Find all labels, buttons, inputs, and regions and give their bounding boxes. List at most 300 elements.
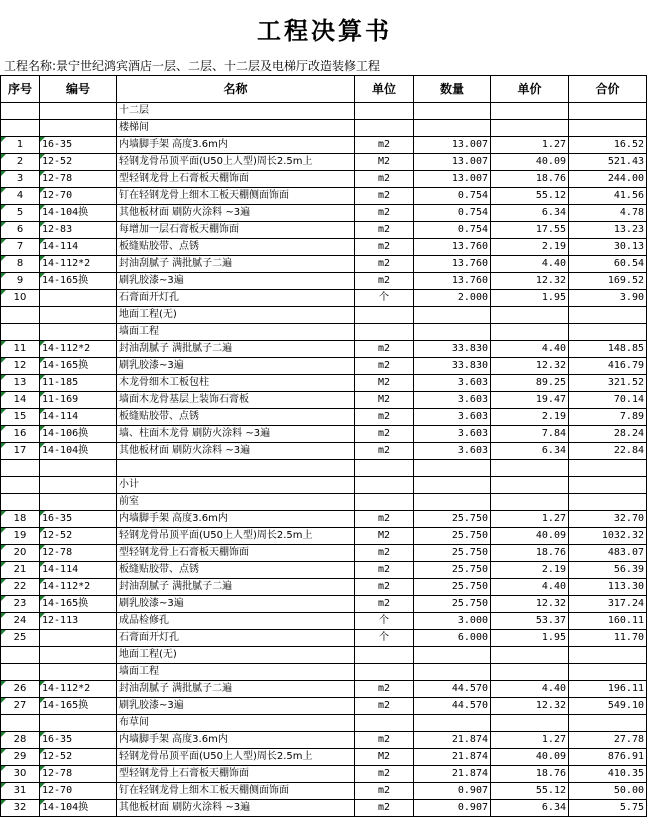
cell-quantity: 13.760 xyxy=(414,273,491,290)
table-row xyxy=(1,239,647,256)
cell-unit: m2 xyxy=(355,341,414,358)
cell-unit-price: 4.40 xyxy=(491,256,569,273)
cell-quantity: 3.603 xyxy=(414,375,491,392)
cell-unit-price: 19.47 xyxy=(491,392,569,409)
cell-unit xyxy=(355,307,414,324)
cell-unit-price: 1.27 xyxy=(491,137,569,154)
cell-unit-price xyxy=(491,664,569,681)
cell-index: 17 xyxy=(1,443,40,460)
cell-index: 5 xyxy=(1,205,40,222)
header-cell-unit-price: 单价 xyxy=(491,76,569,103)
cell-index: 26 xyxy=(1,681,40,698)
table-row xyxy=(1,800,647,817)
cell-total: 317.24 xyxy=(569,596,647,613)
cell-unit: m2 xyxy=(355,783,414,800)
cell-name: 轻钢龙骨吊顶平面(U50上人型)周长2.5m上 xyxy=(117,154,355,171)
cell-unit xyxy=(355,324,414,341)
cell-code: 12-52 xyxy=(40,528,117,545)
header-cell-index: 序号 xyxy=(1,76,40,103)
header-cell-total: 合价 xyxy=(569,76,647,103)
cell-unit: m2 xyxy=(355,800,414,817)
cell-index: 18 xyxy=(1,511,40,528)
table-row xyxy=(1,324,647,341)
cell-total xyxy=(569,494,647,511)
cell-index xyxy=(1,477,40,494)
cell-code: 12-78 xyxy=(40,171,117,188)
cell-name: 墙面木龙骨基层上装饰石膏板 xyxy=(117,392,355,409)
cell-index: 15 xyxy=(1,409,40,426)
table-row xyxy=(1,647,647,664)
cell-code: 12-52 xyxy=(40,749,117,766)
cell-quantity: 13.007 xyxy=(414,137,491,154)
cell-unit: m2 xyxy=(355,579,414,596)
cell-unit: 个 xyxy=(355,613,414,630)
cell-name: 钉在轻钢龙骨上细木工板天棚侧面饰面 xyxy=(117,783,355,800)
cell-total xyxy=(569,715,647,732)
cell-unit: m2 xyxy=(355,222,414,239)
cell-name: 每增加一层石膏板天棚饰面 xyxy=(117,222,355,239)
cell-total: 244.00 xyxy=(569,171,647,188)
table-row xyxy=(1,664,647,681)
cell-code: 12-78 xyxy=(40,766,117,783)
cell-index xyxy=(1,647,40,664)
cell-name: 内墙脚手架 高度3.6m内 xyxy=(117,732,355,749)
cell-name: 内墙脚手架 高度3.6m内 xyxy=(117,137,355,154)
cell-unit: m2 xyxy=(355,698,414,715)
cell-index: 7 xyxy=(1,239,40,256)
cell-index xyxy=(1,715,40,732)
cell-code xyxy=(40,103,117,120)
table-row xyxy=(1,460,647,477)
cell-name: 轻钢龙骨吊顶平面(U50上人型)周长2.5m上 xyxy=(117,749,355,766)
cell-quantity xyxy=(414,120,491,137)
cell-unit-price xyxy=(491,324,569,341)
cell-code: 14-106换 xyxy=(40,426,117,443)
cell-name: 钉在轻钢龙骨上细木工板天棚侧面饰面 xyxy=(117,188,355,205)
cell-index: 14 xyxy=(1,392,40,409)
cell-total: 11.70 xyxy=(569,630,647,647)
cell-index: 9 xyxy=(1,273,40,290)
cell-name: 刷乳胶漆~3遍 xyxy=(117,698,355,715)
header-row xyxy=(1,76,647,103)
cell-index: 21 xyxy=(1,562,40,579)
cell-name: 封油刮腻子 满批腻子二遍 xyxy=(117,256,355,273)
cell-name: 石膏面开灯孔 xyxy=(117,630,355,647)
cell-unit-price: 40.09 xyxy=(491,154,569,171)
cell-name: 墙面工程 xyxy=(117,664,355,681)
header-cell-name: 名称 xyxy=(117,76,355,103)
table-row xyxy=(1,256,647,273)
cell-quantity: 2.000 xyxy=(414,290,491,307)
cell-unit-price xyxy=(491,120,569,137)
cell-unit xyxy=(355,460,414,477)
table-row xyxy=(1,341,647,358)
cell-quantity xyxy=(414,494,491,511)
cell-unit xyxy=(355,120,414,137)
table-row xyxy=(1,290,647,307)
cell-total: 483.07 xyxy=(569,545,647,562)
cell-quantity: 25.750 xyxy=(414,528,491,545)
cell-unit: m2 xyxy=(355,205,414,222)
cell-name: 前室 xyxy=(117,494,355,511)
cell-code xyxy=(40,307,117,324)
table-row xyxy=(1,528,647,545)
table-row xyxy=(1,545,647,562)
header-cell-unit: 单位 xyxy=(355,76,414,103)
cell-code: 14-165换 xyxy=(40,273,117,290)
cell-code xyxy=(40,290,117,307)
cell-index: 31 xyxy=(1,783,40,800)
cell-quantity: 25.750 xyxy=(414,579,491,596)
cell-quantity: 0.754 xyxy=(414,188,491,205)
cell-index xyxy=(1,103,40,120)
cell-quantity xyxy=(414,103,491,120)
cell-index: 25 xyxy=(1,630,40,647)
cell-quantity: 3.603 xyxy=(414,443,491,460)
cell-name: 型轻钢龙骨上石膏板天棚饰面 xyxy=(117,545,355,562)
cell-unit-price: 12.32 xyxy=(491,698,569,715)
cell-unit-price: 55.12 xyxy=(491,188,569,205)
cell-code xyxy=(40,664,117,681)
cell-code: 14-112*2 xyxy=(40,579,117,596)
cell-code: 16-35 xyxy=(40,137,117,154)
cell-total: 30.13 xyxy=(569,239,647,256)
table-row xyxy=(1,698,647,715)
cell-index: 10 xyxy=(1,290,40,307)
table-row xyxy=(1,613,647,630)
cell-code xyxy=(40,120,117,137)
cell-quantity: 21.874 xyxy=(414,749,491,766)
cell-unit-price: 6.34 xyxy=(491,443,569,460)
cell-name xyxy=(117,460,355,477)
cell-unit: m2 xyxy=(355,358,414,375)
cell-quantity: 21.874 xyxy=(414,732,491,749)
table-row xyxy=(1,375,647,392)
cell-unit-price: 6.34 xyxy=(491,205,569,222)
cell-quantity: 0.754 xyxy=(414,222,491,239)
cell-total: 3.90 xyxy=(569,290,647,307)
cell-quantity xyxy=(414,715,491,732)
cell-code: 16-35 xyxy=(40,732,117,749)
cell-unit xyxy=(355,477,414,494)
cell-total: 549.10 xyxy=(569,698,647,715)
cell-total xyxy=(569,307,647,324)
cell-total xyxy=(569,477,647,494)
cell-total: 5.75 xyxy=(569,800,647,817)
cell-unit-price: 53.37 xyxy=(491,613,569,630)
cell-index: 12 xyxy=(1,358,40,375)
cell-name: 十二层 xyxy=(117,103,355,120)
cell-index: 32 xyxy=(1,800,40,817)
cell-unit: m2 xyxy=(355,409,414,426)
cell-code: 14-114 xyxy=(40,239,117,256)
cell-unit: M2 xyxy=(355,528,414,545)
cell-quantity xyxy=(414,477,491,494)
cell-unit-price: 1.27 xyxy=(491,511,569,528)
cell-quantity: 25.750 xyxy=(414,596,491,613)
cell-total: 521.43 xyxy=(569,154,647,171)
table-row xyxy=(1,103,647,120)
cell-code: 14-114 xyxy=(40,562,117,579)
cell-unit: M2 xyxy=(355,749,414,766)
cell-unit xyxy=(355,494,414,511)
cell-code xyxy=(40,324,117,341)
cell-index: 1 xyxy=(1,137,40,154)
cell-unit-price xyxy=(491,477,569,494)
cell-name: 内墙脚手架 高度3.6m内 xyxy=(117,511,355,528)
cell-name: 板缝贴胶带、点锈 xyxy=(117,409,355,426)
cell-unit: m2 xyxy=(355,188,414,205)
table-row xyxy=(1,273,647,290)
cell-unit-price: 1.27 xyxy=(491,732,569,749)
cell-total: 416.79 xyxy=(569,358,647,375)
cell-index: 19 xyxy=(1,528,40,545)
cell-name: 其他板材面 刷防火涂料 ~3遍 xyxy=(117,205,355,222)
cell-index: 22 xyxy=(1,579,40,596)
cell-code: 14-104换 xyxy=(40,800,117,817)
cell-unit-price: 2.19 xyxy=(491,409,569,426)
cell-quantity: 3.603 xyxy=(414,426,491,443)
cell-unit-price: 18.76 xyxy=(491,171,569,188)
cell-name: 地面工程(无) xyxy=(117,647,355,664)
cell-unit: m2 xyxy=(355,256,414,273)
cell-code: 14-112*2 xyxy=(40,256,117,273)
cell-total: 70.14 xyxy=(569,392,647,409)
table-row xyxy=(1,222,647,239)
cell-name: 木龙骨细木工板包柱 xyxy=(117,375,355,392)
cell-total: 27.78 xyxy=(569,732,647,749)
table-row xyxy=(1,596,647,613)
cell-quantity: 3.000 xyxy=(414,613,491,630)
table-row xyxy=(1,409,647,426)
document-title: 工程决算书 xyxy=(257,15,392,45)
cell-total xyxy=(569,120,647,137)
cell-total: 4.78 xyxy=(569,205,647,222)
cell-unit-price: 40.09 xyxy=(491,528,569,545)
cell-index: 23 xyxy=(1,596,40,613)
cell-index xyxy=(1,307,40,324)
cell-quantity: 33.830 xyxy=(414,341,491,358)
cell-unit: m2 xyxy=(355,681,414,698)
cell-quantity: 25.750 xyxy=(414,511,491,528)
cell-quantity: 3.603 xyxy=(414,409,491,426)
cell-unit-price: 2.19 xyxy=(491,239,569,256)
cell-quantity: 3.603 xyxy=(414,392,491,409)
table-row xyxy=(1,392,647,409)
cell-quantity: 25.750 xyxy=(414,562,491,579)
cell-total: 22.84 xyxy=(569,443,647,460)
cell-quantity xyxy=(414,664,491,681)
cell-unit: M2 xyxy=(355,154,414,171)
table-row xyxy=(1,307,647,324)
cell-total: 148.85 xyxy=(569,341,647,358)
cell-unit xyxy=(355,647,414,664)
cell-unit-price: 1.95 xyxy=(491,290,569,307)
cell-total: 410.35 xyxy=(569,766,647,783)
cell-code: 14-114 xyxy=(40,409,117,426)
cell-unit-price: 18.76 xyxy=(491,545,569,562)
cell-index: 27 xyxy=(1,698,40,715)
cell-code: 14-112*2 xyxy=(40,681,117,698)
cell-unit-price: 12.32 xyxy=(491,358,569,375)
cell-total xyxy=(569,324,647,341)
cell-quantity: 25.750 xyxy=(414,545,491,562)
cell-total: 160.11 xyxy=(569,613,647,630)
table-row xyxy=(1,749,647,766)
header-cell-quantity: 数量 xyxy=(414,76,491,103)
cell-name: 楼梯间 xyxy=(117,120,355,137)
cell-index: 8 xyxy=(1,256,40,273)
cell-unit: m2 xyxy=(355,171,414,188)
table-row xyxy=(1,766,647,783)
cell-index: 2 xyxy=(1,154,40,171)
cell-name: 轻钢龙骨吊顶平面(U50上人型)周长2.5m上 xyxy=(117,528,355,545)
cell-unit-price xyxy=(491,494,569,511)
cell-index: 28 xyxy=(1,732,40,749)
table-row xyxy=(1,426,647,443)
cell-code: 14-104换 xyxy=(40,205,117,222)
cell-quantity xyxy=(414,324,491,341)
cell-name: 石膏面开灯孔 xyxy=(117,290,355,307)
table-row xyxy=(1,630,647,647)
table-row xyxy=(1,562,647,579)
cell-total: 16.52 xyxy=(569,137,647,154)
cell-unit-price: 12.32 xyxy=(491,596,569,613)
cell-index xyxy=(1,324,40,341)
cell-name: 地面工程(无) xyxy=(117,307,355,324)
cell-name: 刷乳胶漆~3遍 xyxy=(117,273,355,290)
cell-name: 板缝贴胶带、点锈 xyxy=(117,239,355,256)
cell-quantity xyxy=(414,460,491,477)
cell-unit-price: 4.40 xyxy=(491,341,569,358)
cell-name: 型轻钢龙骨上石膏板天棚饰面 xyxy=(117,766,355,783)
cell-name: 板缝贴胶带、点锈 xyxy=(117,562,355,579)
cell-unit-price xyxy=(491,103,569,120)
cell-name: 型轻钢龙骨上石膏板天棚饰面 xyxy=(117,171,355,188)
cell-unit xyxy=(355,103,414,120)
cell-code xyxy=(40,494,117,511)
cell-code: 12-78 xyxy=(40,545,117,562)
cell-quantity: 0.907 xyxy=(414,783,491,800)
cell-name: 封油刮腻子 满批腻子二遍 xyxy=(117,341,355,358)
cell-total: 56.39 xyxy=(569,562,647,579)
project-name: 工程名称:景宁世纪鸿宾酒店一层、二层、十二层及电梯厅改造装修工程 xyxy=(4,59,381,73)
table-row xyxy=(1,188,647,205)
cell-quantity: 0.907 xyxy=(414,800,491,817)
table-row xyxy=(1,171,647,188)
cell-unit-price: 40.09 xyxy=(491,749,569,766)
cell-name: 其他板材面 刷防火涂料 ~3遍 xyxy=(117,443,355,460)
cell-code: 16-35 xyxy=(40,511,117,528)
cell-name: 布草间 xyxy=(117,715,355,732)
cell-code: 12-70 xyxy=(40,188,117,205)
cell-total: 13.23 xyxy=(569,222,647,239)
cell-unit: m2 xyxy=(355,766,414,783)
cell-code: 14-165换 xyxy=(40,698,117,715)
table-row xyxy=(1,443,647,460)
cell-quantity xyxy=(414,647,491,664)
cell-unit-price: 89.25 xyxy=(491,375,569,392)
cell-code: 11-185 xyxy=(40,375,117,392)
cell-quantity: 13.007 xyxy=(414,154,491,171)
cell-total: 32.70 xyxy=(569,511,647,528)
cell-index: 24 xyxy=(1,613,40,630)
cell-index xyxy=(1,494,40,511)
cell-name: 封油刮腻子 满批腻子二遍 xyxy=(117,681,355,698)
cell-unit: m2 xyxy=(355,239,414,256)
cell-quantity: 21.874 xyxy=(414,766,491,783)
cell-quantity: 13.760 xyxy=(414,239,491,256)
table-row xyxy=(1,681,647,698)
header-cell-code: 编号 xyxy=(40,76,117,103)
table-row xyxy=(1,477,647,494)
cell-quantity: 44.570 xyxy=(414,681,491,698)
cell-unit-price: 4.40 xyxy=(491,681,569,698)
cell-total: 7.89 xyxy=(569,409,647,426)
cell-code: 14-104换 xyxy=(40,443,117,460)
cell-unit: m2 xyxy=(355,562,414,579)
cell-index xyxy=(1,460,40,477)
cell-index: 16 xyxy=(1,426,40,443)
cell-unit xyxy=(355,715,414,732)
cell-quantity xyxy=(414,307,491,324)
cell-unit: m2 xyxy=(355,443,414,460)
cell-unit: m2 xyxy=(355,511,414,528)
cell-total: 50.00 xyxy=(569,783,647,800)
cell-quantity: 44.570 xyxy=(414,698,491,715)
cell-code: 12-83 xyxy=(40,222,117,239)
cell-code xyxy=(40,630,117,647)
cell-code: 12-70 xyxy=(40,783,117,800)
table-row xyxy=(1,579,647,596)
cell-code: 14-112*2 xyxy=(40,341,117,358)
table-row xyxy=(1,154,647,171)
cell-name: 小计 xyxy=(117,477,355,494)
cell-code xyxy=(40,460,117,477)
cell-code: 14-165换 xyxy=(40,358,117,375)
cell-name: 刷乳胶漆~3遍 xyxy=(117,596,355,613)
cell-unit: m2 xyxy=(355,273,414,290)
cell-total xyxy=(569,664,647,681)
cell-code xyxy=(40,715,117,732)
cell-name: 其他板材面 刷防火涂料 ~3遍 xyxy=(117,800,355,817)
settlement-table xyxy=(0,75,647,817)
table-row xyxy=(1,120,647,137)
cell-unit-price xyxy=(491,307,569,324)
cell-total: 169.52 xyxy=(569,273,647,290)
table-row xyxy=(1,715,647,732)
cell-total xyxy=(569,460,647,477)
cell-index: 13 xyxy=(1,375,40,392)
cell-unit-price xyxy=(491,460,569,477)
cell-unit: 个 xyxy=(355,290,414,307)
cell-quantity: 0.754 xyxy=(414,205,491,222)
cell-code xyxy=(40,647,117,664)
cell-unit-price: 2.19 xyxy=(491,562,569,579)
cell-name: 刷乳胶漆~3遍 xyxy=(117,358,355,375)
cell-total: 60.54 xyxy=(569,256,647,273)
cell-unit-price: 7.84 xyxy=(491,426,569,443)
cell-index: 29 xyxy=(1,749,40,766)
cell-unit: M2 xyxy=(355,375,414,392)
cell-unit-price: 55.12 xyxy=(491,783,569,800)
table-row xyxy=(1,511,647,528)
cell-total: 321.52 xyxy=(569,375,647,392)
cell-quantity: 6.000 xyxy=(414,630,491,647)
cell-unit-price: 12.32 xyxy=(491,273,569,290)
cell-quantity: 13.007 xyxy=(414,171,491,188)
cell-unit: m2 xyxy=(355,545,414,562)
